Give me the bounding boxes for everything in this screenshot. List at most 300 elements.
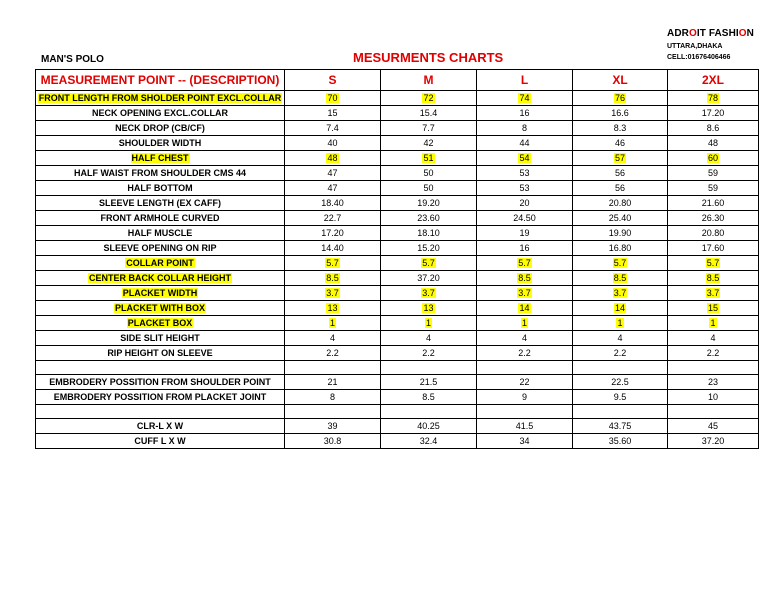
- size-value: 8.5: [518, 272, 531, 283]
- size-value: 13: [327, 302, 338, 313]
- table-row: [36, 151, 759, 166]
- size-value: 51: [423, 152, 434, 163]
- size-value: 13: [423, 302, 434, 313]
- size-value: 72: [423, 92, 434, 103]
- size-value: 20.80: [701, 227, 725, 238]
- empty-cell: [381, 405, 477, 419]
- size-value-cell: [285, 121, 381, 136]
- size-value-cell: [477, 256, 573, 271]
- size-value: 7.7: [422, 122, 435, 133]
- size-value-cell: [573, 419, 668, 434]
- size-value: 3.7: [422, 287, 435, 298]
- size-value-cell: [477, 106, 573, 121]
- size-value: 48: [327, 152, 338, 163]
- size-value: 22.7: [323, 212, 342, 223]
- table-header-row: [36, 70, 759, 91]
- column-header-s: S: [285, 70, 381, 91]
- size-value: 74: [519, 92, 530, 103]
- size-value: 5.7: [422, 257, 435, 268]
- table-row: [36, 256, 759, 271]
- size-value: 10: [707, 391, 718, 402]
- size-value: 4: [617, 332, 623, 343]
- size-value-cell: [381, 121, 477, 136]
- size-value-cell: [285, 346, 381, 361]
- size-value: 3.7: [613, 287, 627, 298]
- size-value-cell: [573, 346, 668, 361]
- size-value-cell: [381, 390, 477, 405]
- size-value: 34: [519, 435, 530, 446]
- size-value: 59: [707, 182, 718, 193]
- size-value: 17.20: [701, 107, 725, 118]
- empty-cell: [477, 361, 573, 375]
- size-value-cell: [285, 301, 381, 316]
- table-row: [36, 390, 759, 405]
- size-value: 56: [614, 167, 625, 178]
- measurement-point-cell: [36, 301, 285, 316]
- empty-cell: [668, 405, 759, 419]
- size-value: 17.60: [701, 242, 725, 253]
- column-header-l: L: [477, 70, 573, 91]
- size-value: 47: [327, 182, 338, 193]
- size-value-cell: [573, 271, 668, 286]
- measurement-point-cell: [36, 151, 285, 166]
- size-value: 20: [519, 197, 530, 208]
- measurement-point-cell: [36, 166, 285, 181]
- table-row: [36, 211, 759, 226]
- table-row: [36, 316, 759, 331]
- size-value: 76: [614, 92, 625, 103]
- size-value: 50: [423, 182, 434, 193]
- measurement-point-cell: [36, 419, 285, 434]
- measurement-point-label: FRONT LENGTH FROM SHOLDER POINT EXCL.COLLAR: [38, 92, 282, 103]
- table-row: [36, 331, 759, 346]
- measurement-point-cell: [36, 196, 285, 211]
- size-value-cell: [477, 196, 573, 211]
- size-value-cell: [285, 256, 381, 271]
- size-value-cell: [477, 286, 573, 301]
- size-value: 35.60: [608, 435, 632, 446]
- size-value: 3.7: [326, 287, 339, 298]
- table-row: [36, 375, 759, 390]
- table-row: [36, 301, 759, 316]
- size-value-cell: [477, 390, 573, 405]
- measurement-point-cell: [36, 434, 285, 449]
- size-value: 16: [519, 107, 530, 118]
- page-title: MESURMENTS CHARTS: [353, 50, 504, 65]
- measurement-point-cell: [36, 286, 285, 301]
- measurement-point-label: FRONT ARMHOLE CURVED: [100, 212, 220, 223]
- size-value: 8.3: [613, 122, 627, 133]
- size-value-cell: [573, 211, 668, 226]
- brand-part: N: [746, 28, 754, 39]
- size-value-cell: [573, 390, 668, 405]
- measurement-point-cell: [36, 136, 285, 151]
- size-value: 60: [707, 152, 718, 163]
- table-spacer-row: [36, 361, 759, 375]
- size-value-cell: [477, 301, 573, 316]
- size-value: 16.6: [611, 107, 629, 118]
- size-value: 21: [327, 376, 338, 387]
- size-value: 70: [327, 92, 338, 103]
- size-value: 24.50: [513, 212, 536, 223]
- size-value-cell: [573, 286, 668, 301]
- empty-cell: [285, 405, 381, 419]
- size-value-cell: [573, 121, 668, 136]
- measurement-point-label: CUFF L X W: [134, 435, 186, 446]
- size-value-cell: [668, 316, 759, 331]
- size-value-cell: [285, 181, 381, 196]
- size-value: 2.2: [613, 347, 627, 358]
- size-value-cell: [285, 286, 381, 301]
- size-value-cell: [285, 375, 381, 390]
- column-header-2xl: 2XL: [668, 70, 759, 91]
- size-value: 1: [710, 317, 716, 328]
- size-value-cell: [477, 181, 573, 196]
- size-value-cell: [381, 256, 477, 271]
- size-value: 20.80: [608, 197, 632, 208]
- measurement-point-cell: [36, 316, 285, 331]
- table-row: [36, 286, 759, 301]
- size-value: 4: [425, 332, 431, 343]
- size-value: 37.20: [701, 435, 725, 446]
- size-value-cell: [285, 106, 381, 121]
- size-value-cell: [381, 106, 477, 121]
- size-value-cell: [668, 375, 759, 390]
- empty-cell: [381, 361, 477, 375]
- size-value-cell: [668, 434, 759, 449]
- size-value-cell: [285, 151, 381, 166]
- size-value-cell: [573, 301, 668, 316]
- measurement-point-label: HALF WAIST FROM SHOULDER CMS 44: [73, 167, 246, 178]
- size-value-cell: [285, 271, 381, 286]
- size-value-cell: [573, 106, 668, 121]
- size-value: 40.25: [417, 420, 440, 431]
- measurement-point-label: HALF MUSCLE: [127, 227, 193, 238]
- size-value: 2.2: [326, 347, 339, 358]
- table-row: [36, 419, 759, 434]
- size-value: 53: [519, 182, 530, 193]
- size-value-cell: [285, 434, 381, 449]
- size-value-cell: [668, 271, 759, 286]
- size-value-cell: [381, 331, 477, 346]
- size-value: 57: [614, 152, 625, 163]
- size-value: 59: [707, 167, 718, 178]
- size-value-cell: [573, 316, 668, 331]
- size-value: 46: [614, 137, 625, 148]
- measurement-point-label: HALF CHEST: [131, 152, 189, 163]
- brand-part: O: [738, 28, 747, 39]
- size-value-cell: [668, 166, 759, 181]
- size-value: 1: [425, 317, 431, 328]
- measurement-point-cell: [36, 256, 285, 271]
- size-value-cell: [477, 166, 573, 181]
- size-value-cell: [668, 106, 759, 121]
- size-value-cell: [573, 136, 668, 151]
- size-value: 1: [329, 317, 335, 328]
- brand-part: IT FASHI: [696, 28, 739, 39]
- size-value: 1: [617, 317, 623, 328]
- size-value-cell: [285, 390, 381, 405]
- size-value-cell: [477, 331, 573, 346]
- table-row: [36, 271, 759, 286]
- size-value: 9.5: [613, 391, 627, 402]
- size-value: 14: [519, 302, 530, 313]
- size-value: 22.5: [611, 376, 629, 387]
- size-value-cell: [477, 121, 573, 136]
- measurement-point-label: CLR-L X W: [136, 420, 184, 431]
- empty-cell: [668, 361, 759, 375]
- size-value-cell: [381, 434, 477, 449]
- measurement-point-label: PLACKET WITH BOX: [115, 302, 205, 313]
- company-address: UTTARA,DHAKA: [667, 43, 723, 50]
- measurement-point-cell: [36, 271, 285, 286]
- measurement-point-label: HALF BOTTOM: [127, 182, 193, 193]
- measurement-point-label: PLACKET WIDTH: [122, 287, 198, 298]
- size-value-cell: [573, 181, 668, 196]
- size-value-cell: [668, 301, 759, 316]
- size-value-cell: [381, 196, 477, 211]
- size-value-cell: [668, 241, 759, 256]
- size-value: 2.2: [706, 347, 720, 358]
- size-value: 8.6: [706, 122, 720, 133]
- size-value: 2.2: [422, 347, 435, 358]
- measurement-point-cell: [36, 241, 285, 256]
- brand-part: O: [688, 28, 697, 39]
- size-value: 5.7: [326, 257, 339, 268]
- size-value: 42: [423, 137, 434, 148]
- size-value-cell: [573, 241, 668, 256]
- size-value: 18.40: [321, 197, 344, 208]
- size-value-cell: [477, 316, 573, 331]
- measurement-point-label: NECK DROP (CB/CF): [115, 122, 205, 133]
- size-value: 4: [710, 332, 716, 343]
- size-value-cell: [668, 390, 759, 405]
- size-value: 14: [614, 302, 625, 313]
- size-value-cell: [477, 226, 573, 241]
- table-row: [36, 106, 759, 121]
- empty-cell: [36, 405, 285, 419]
- size-value: 44: [519, 137, 530, 148]
- size-value-cell: [381, 91, 477, 106]
- size-value: 15: [707, 302, 718, 313]
- size-value-cell: [477, 91, 573, 106]
- size-value-cell: [477, 271, 573, 286]
- table-row: [36, 136, 759, 151]
- size-value-cell: [477, 151, 573, 166]
- size-value: 43.75: [608, 420, 632, 431]
- size-value-cell: [381, 316, 477, 331]
- size-value-cell: [477, 375, 573, 390]
- size-value-cell: [477, 136, 573, 151]
- size-value: 16: [519, 242, 530, 253]
- size-value: 18.10: [417, 227, 440, 238]
- size-value-cell: [381, 241, 477, 256]
- table-spacer-row: [36, 405, 759, 419]
- size-value-cell: [668, 91, 759, 106]
- table-row: [36, 121, 759, 136]
- size-value: 22: [519, 376, 530, 387]
- measurement-point-label: SHOULDER WIDTH: [118, 137, 202, 148]
- brand-part: ADR: [667, 28, 689, 39]
- measurement-point-cell: [36, 91, 285, 106]
- table-row: [36, 91, 759, 106]
- size-value: 45: [707, 420, 718, 431]
- size-value-cell: [477, 241, 573, 256]
- size-value-cell: [285, 226, 381, 241]
- measurement-point-label: SLEEVE OPENING ON RIP: [103, 242, 217, 253]
- measurement-point-label: RIP HEIGHT ON SLEEVE: [107, 347, 213, 358]
- size-value-cell: [381, 419, 477, 434]
- size-value: 47: [327, 167, 338, 178]
- measurement-point-label: COLLAR POINT: [126, 257, 194, 268]
- measurement-table: [35, 69, 759, 449]
- measurement-point-label: PLACKET BOX: [127, 317, 193, 328]
- size-value: 40: [327, 137, 338, 148]
- size-value-cell: [285, 331, 381, 346]
- size-value: 15: [327, 107, 338, 118]
- size-value-cell: [668, 136, 759, 151]
- measurement-point-cell: [36, 226, 285, 241]
- size-value: 19.90: [608, 227, 632, 238]
- size-value: 9: [521, 391, 527, 402]
- measurement-point-label: NECK OPENING EXCL.COLLAR: [91, 107, 228, 118]
- size-value-cell: [573, 434, 668, 449]
- size-value: 21.5: [419, 376, 438, 387]
- size-value-cell: [668, 256, 759, 271]
- size-value: 19.20: [417, 197, 440, 208]
- size-value-cell: [285, 316, 381, 331]
- measurement-point-cell: [36, 331, 285, 346]
- size-value-cell: [668, 196, 759, 211]
- size-value-cell: [668, 121, 759, 136]
- size-value: 5.7: [706, 257, 720, 268]
- table-row: [36, 434, 759, 449]
- size-value: 4: [329, 332, 335, 343]
- size-value-cell: [668, 346, 759, 361]
- size-value-cell: [381, 286, 477, 301]
- size-value: 7.4: [326, 122, 339, 133]
- size-value: 39: [327, 420, 338, 431]
- company-phone: CELL:01676406466: [667, 54, 731, 61]
- size-value: 8.5: [326, 272, 339, 283]
- empty-cell: [285, 361, 381, 375]
- size-value: 5.7: [518, 257, 531, 268]
- size-value: 4: [521, 332, 527, 343]
- measurement-point-cell: [36, 211, 285, 226]
- measurement-point-cell: [36, 121, 285, 136]
- measurement-point-cell: [36, 390, 285, 405]
- size-value-cell: [381, 211, 477, 226]
- column-header-xl: XL: [573, 70, 668, 91]
- size-value-cell: [573, 166, 668, 181]
- size-value-cell: [668, 331, 759, 346]
- size-value-cell: [381, 346, 477, 361]
- size-value: 8: [521, 122, 527, 133]
- size-value-cell: [285, 419, 381, 434]
- size-value-cell: [381, 136, 477, 151]
- size-value-cell: [573, 331, 668, 346]
- size-value-cell: [573, 226, 668, 241]
- size-value-cell: [573, 151, 668, 166]
- measurement-point-label: CENTER BACK COLLAR HEIGHT: [89, 272, 231, 283]
- size-value-cell: [668, 151, 759, 166]
- column-header-m: M: [381, 70, 477, 91]
- size-value: 37.20: [417, 272, 440, 283]
- size-value: 8.5: [706, 272, 720, 283]
- size-value: 53: [519, 167, 530, 178]
- size-value-cell: [668, 211, 759, 226]
- measurement-table-body: [36, 70, 759, 449]
- company-brand: [667, 28, 754, 39]
- size-value-cell: [285, 136, 381, 151]
- size-value-cell: [381, 226, 477, 241]
- size-value-cell: [285, 196, 381, 211]
- size-value-cell: [285, 166, 381, 181]
- size-value: 32.4: [419, 435, 438, 446]
- size-value-cell: [477, 419, 573, 434]
- size-value: 5.7: [613, 257, 627, 268]
- size-value: 23.60: [417, 212, 440, 223]
- table-row: [36, 166, 759, 181]
- measurement-point-cell: [36, 106, 285, 121]
- size-value-cell: [668, 226, 759, 241]
- column-header-description: MEASUREMENT POINT -- (DESCRIPTION): [36, 70, 285, 91]
- measurement-point-label: SIDE SLIT HEIGHT: [120, 332, 200, 343]
- size-value: 54: [519, 152, 530, 163]
- size-value-cell: [573, 256, 668, 271]
- size-value-cell: [477, 346, 573, 361]
- size-value: 14.40: [321, 242, 344, 253]
- size-value: 19: [519, 227, 530, 238]
- size-value-cell: [381, 166, 477, 181]
- size-value-cell: [381, 151, 477, 166]
- size-value: 3.7: [518, 287, 531, 298]
- size-value-cell: [381, 375, 477, 390]
- measurement-point-label: EMBRODERY POSSITION FROM PLACKET JOINT: [53, 391, 267, 402]
- empty-cell: [573, 405, 668, 419]
- size-value-cell: [381, 181, 477, 196]
- size-value-cell: [285, 211, 381, 226]
- size-value: 48: [707, 137, 718, 148]
- empty-cell: [477, 405, 573, 419]
- size-value-cell: [573, 91, 668, 106]
- size-value: 21.60: [701, 197, 725, 208]
- size-value-cell: [381, 301, 477, 316]
- size-value-cell: [477, 211, 573, 226]
- size-value: 2.2: [518, 347, 531, 358]
- table-row: [36, 241, 759, 256]
- size-value: 15.4: [419, 107, 438, 118]
- size-value: 56: [614, 182, 625, 193]
- size-value: 3.7: [706, 287, 720, 298]
- size-value-cell: [573, 196, 668, 211]
- product-name: MAN'S POLO: [41, 54, 104, 65]
- size-value: 8.5: [422, 391, 435, 402]
- size-value: 1: [521, 317, 527, 328]
- measurement-point-cell: [36, 375, 285, 390]
- size-value-cell: [381, 271, 477, 286]
- empty-cell: [36, 361, 285, 375]
- size-value: 16.80: [608, 242, 632, 253]
- empty-cell: [573, 361, 668, 375]
- size-value-cell: [477, 434, 573, 449]
- size-value-cell: [668, 419, 759, 434]
- measurement-point-cell: [36, 346, 285, 361]
- measurement-point-label: EMBRODERY POSSITION FROM SHOULDER POINT: [49, 376, 271, 387]
- size-value: 15.20: [417, 242, 440, 253]
- size-value: 17.20: [321, 227, 344, 238]
- table-row: [36, 196, 759, 211]
